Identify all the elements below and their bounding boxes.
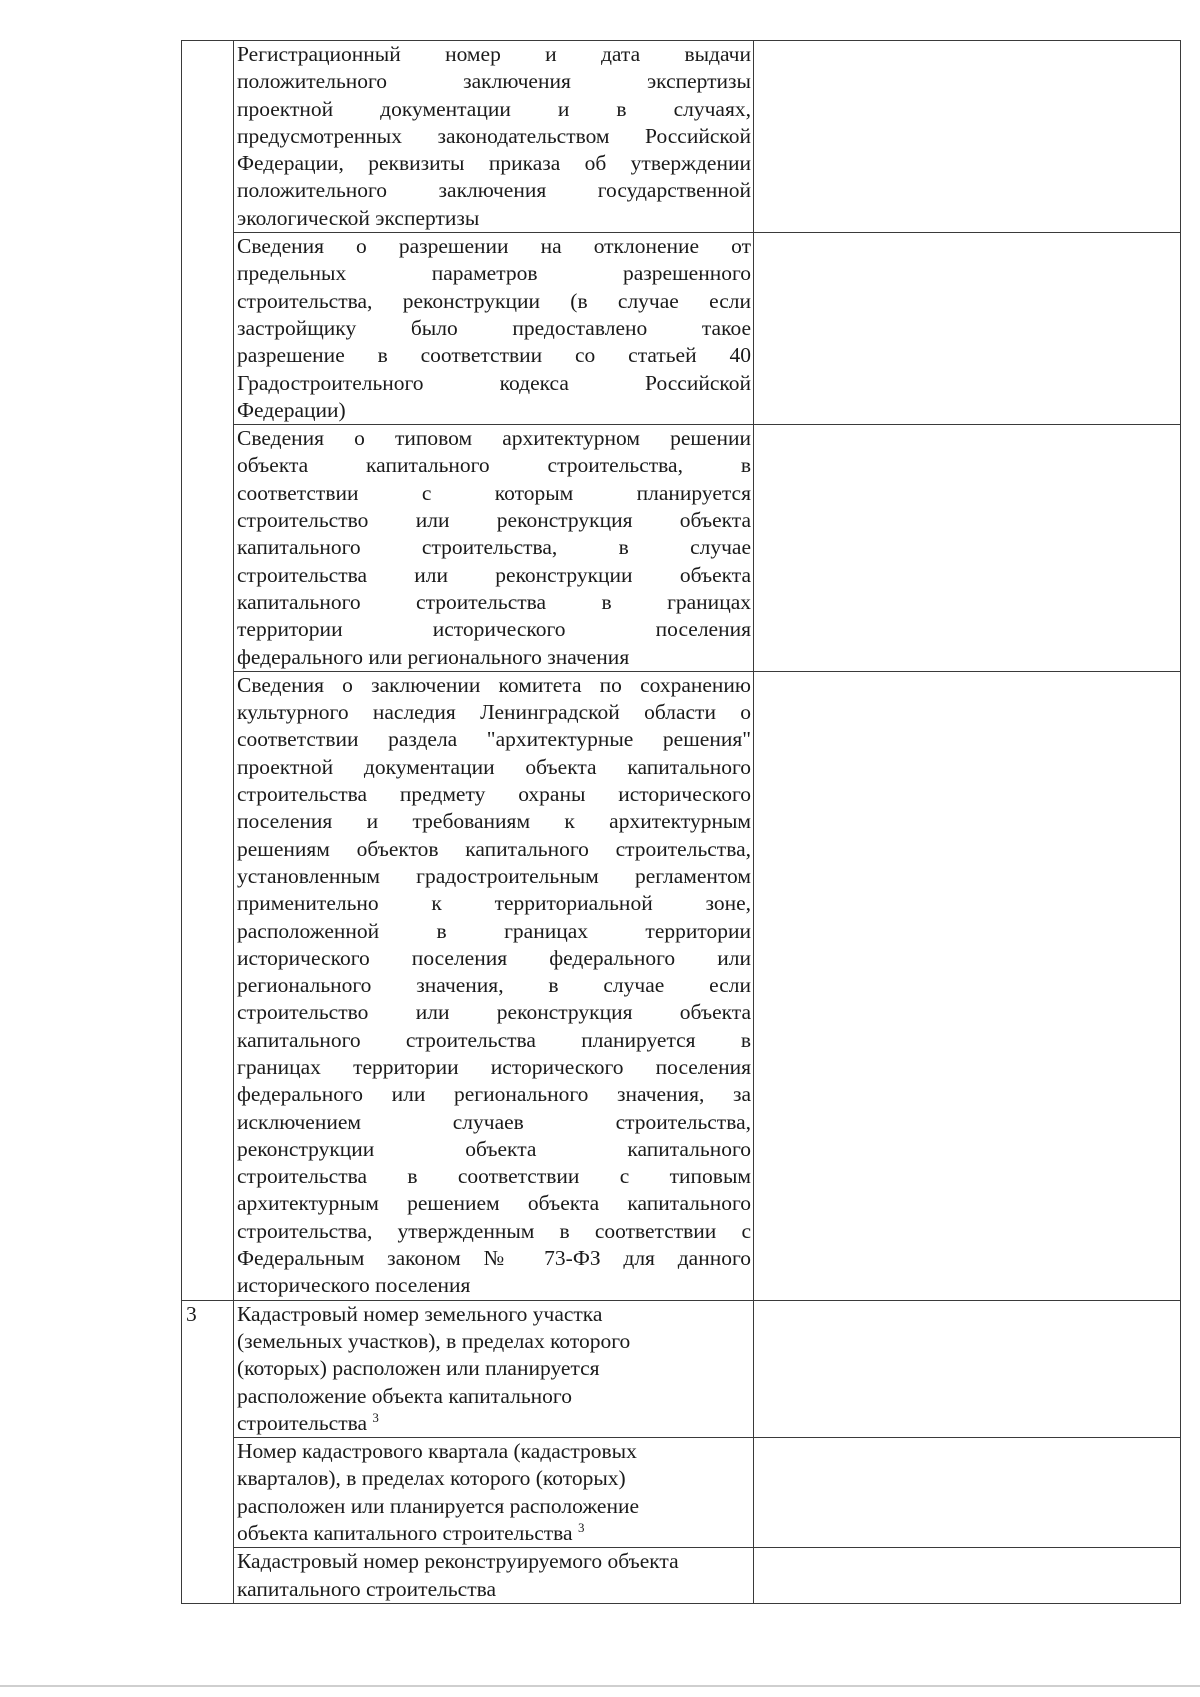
text-line: положительного заключения экспертизы [237, 69, 751, 94]
text-line: Регистрационный номер и дата выдачи [237, 42, 751, 66]
text-line: исключением случаев строительства, [237, 1109, 751, 1134]
text-line [237, 1520, 751, 1547]
row-label-cell [234, 425, 754, 672]
row-number-cell: 3 [182, 1300, 234, 1603]
row-value-cell [754, 671, 1181, 1300]
text-line: территории исторического поселения [237, 617, 751, 642]
text-line: Кадастровый номер земельного участка [237, 1301, 603, 1326]
text-line: проектной документации объекта капитального [237, 754, 751, 779]
table-row [182, 1438, 1181, 1548]
text-line: капитального строительства [237, 1576, 497, 1601]
text-line: экологической экспертизы [237, 205, 480, 230]
text-line: Сведения о типовом архитектурном решении [237, 426, 751, 451]
row-label-cell [234, 41, 754, 233]
text-line: соответствии раздела "архитектурные решения" [237, 727, 751, 752]
text-line [237, 1410, 751, 1437]
text-line: кварталов), в пределах которого (которых) [237, 1466, 626, 1491]
text-line: федерального или регионального значения [237, 644, 630, 669]
row-value-cell [754, 233, 1181, 425]
text-line: Федерации, реквизиты приказа об утверждении [237, 151, 751, 176]
row-value-cell [754, 1300, 1181, 1437]
text-line: Градостроительного кодекса Российской [237, 370, 751, 395]
text-line: строительство или реконструкция объекта [237, 508, 751, 533]
table-row [182, 1300, 1181, 1437]
text-fragment: строительства [237, 1410, 368, 1435]
scan-edge-divider [0, 1685, 1200, 1687]
text-line: исторического поселения [237, 1273, 471, 1298]
text-line: строительство или реконструкция объекта [237, 1000, 751, 1025]
document-table [181, 40, 1181, 1604]
text-line: строительства, утвержденным в соответствии с [237, 1218, 751, 1243]
text-line: Федеральным законом № 73-ФЗ для данного [237, 1246, 751, 1271]
row-value-cell [754, 1548, 1181, 1604]
text-line: предусмотренных законодательством Российской [237, 123, 751, 148]
text-line: строительства в соответствии с типовым [237, 1164, 751, 1189]
text-line: границах территории исторического поселения [237, 1054, 751, 1079]
text-line: культурного наследия Ленинградской области о [237, 700, 751, 725]
text-line: федерального или регионального значения, за [237, 1082, 751, 1107]
text-line: Сведения о заключении комитета по сохранению [237, 672, 751, 697]
table-row [182, 41, 1181, 233]
table-row [182, 671, 1181, 1300]
text-line: Кадастровый номер реконструируемого объекта [237, 1549, 679, 1574]
text-line: Сведения о разрешении на отклонение от [237, 234, 751, 259]
table-row [182, 1548, 1181, 1604]
row-value-cell [754, 1438, 1181, 1548]
text-line: архитектурным решением объекта капитального [237, 1191, 751, 1216]
row-label-cell [234, 233, 754, 425]
text-line: установленным градостроительным регламентом [237, 863, 751, 888]
text-line: объекта капитального строительства, в [237, 453, 751, 478]
text-line: проектной документации и в случаях, [237, 96, 751, 121]
row-value-cell [754, 41, 1181, 233]
text-line: (земельных участков), в пределах которого [237, 1328, 631, 1353]
table-row [182, 233, 1181, 425]
footnote-marker: 3 [372, 1409, 379, 1425]
text-line: соответствии с которым планируется [237, 480, 751, 505]
row-label-cell [234, 1548, 754, 1604]
text-line: (которых) расположен или планируется [237, 1356, 600, 1381]
text-line: расположение объекта капитального [237, 1383, 572, 1408]
text-fragment: объекта капитального строительства [237, 1521, 573, 1546]
footnote-marker: 3 [577, 1519, 585, 1535]
text-line: строительства предмету охраны исторического [237, 782, 751, 807]
text-line: расположен или планируется расположение [237, 1493, 640, 1518]
text-line: расположенной в границах территории [237, 918, 751, 943]
text-line: застройщику было предоставлено такое [237, 315, 751, 340]
text-line: решениям объектов капитального строительства, [237, 836, 751, 861]
text-line: реконструкции объекта капитального [237, 1136, 751, 1161]
text-line: поселения и требованиям к архитектурным [237, 809, 751, 834]
text-line: Федерации) [237, 397, 346, 422]
text-line: капитального строительства, в случае [237, 535, 751, 560]
row-label-cell [234, 1438, 754, 1548]
text-line: положительного заключения государственной [237, 178, 751, 203]
row-value-cell [754, 425, 1181, 672]
table-row [182, 425, 1181, 672]
text-line: исторического поселения федерального или [237, 945, 751, 970]
text-line: применительно к территориальной зоне, [237, 891, 751, 916]
row-number-cell [182, 41, 234, 1301]
row-label-cell [234, 1300, 754, 1437]
text-line: предельных параметров разрешенного [237, 261, 751, 286]
text-line: разрешение в соответствии со статьей 40 [237, 343, 751, 368]
text-line: капитального строительства в границах [237, 589, 751, 614]
text-line: строительства, реконструкции (в случае если [237, 288, 751, 313]
text-line: регионального значения, в случае если [237, 973, 751, 998]
text-line: строительства или реконструкции объекта [237, 562, 751, 587]
row-label-cell [234, 671, 754, 1300]
text-line: капитального строительства планируется в [237, 1027, 751, 1052]
text-line: Номер кадастрового квартала (кадастровых [237, 1439, 637, 1464]
